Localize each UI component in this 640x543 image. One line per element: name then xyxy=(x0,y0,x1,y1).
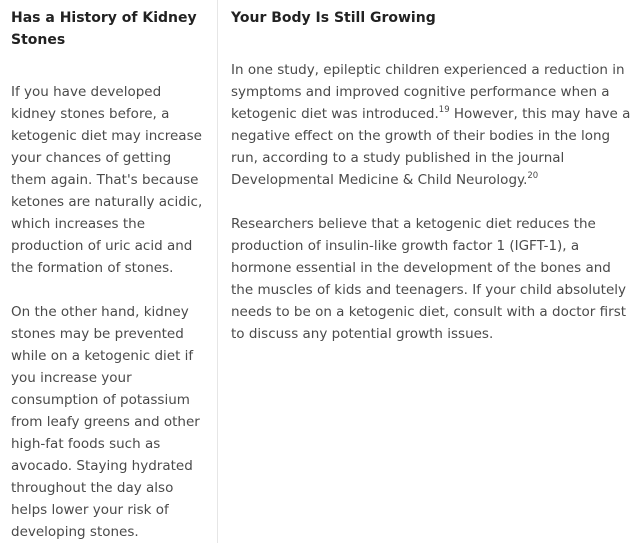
section-heading-body-growing: Your Body Is Still Growing xyxy=(231,10,436,26)
right-column xyxy=(219,0,640,543)
section-heading-kidney-stones: Has a History of Kidney Stones xyxy=(11,10,197,48)
left-column xyxy=(0,0,218,543)
reference-19: 19 xyxy=(438,104,450,115)
reference-20: 20 xyxy=(527,170,539,181)
body-growing-text-part-1: In one study, epileptic children experienced a reduction in symptoms and improved cognitive performance when a ketogenic diet was introduced. xyxy=(231,62,625,122)
kidney-stones-paragraph-1: If you have developed kidney stones before, a ketogenic diet may increase your chances of getting them again. That's because ketones are naturally acidic, which increases the production of uric acid and the formation of stones. xyxy=(11,84,203,276)
kidney-stones-paragraph-2: On the other hand, kidney stones may be prevented while on a ketogenic diet if you increase your consumption of potassium from leafy greens and other high-fat foods such as avocado. Staying hydrated throughout the day also helps lower your risk of developing stones. xyxy=(11,304,200,540)
body-growing-paragraph-2: Researchers believe that a ketogenic diet reduces the production of insulin-like growth factor 1 (IGFT-1), a hormone essential in the development of the bones and the muscles of kids and teenagers. If your child absolutely needs to be on a ketogenic diet, consult with a doctor first to discuss any potential growth issues. xyxy=(231,216,627,342)
body-growing-text-part-2: However, this may have a negative effect on the growth of their bodies in the long run, according to a study published in the journal Developmental Medicine & Child Neurology. xyxy=(231,106,631,188)
body-growing-paragraph-1 xyxy=(231,59,634,191)
